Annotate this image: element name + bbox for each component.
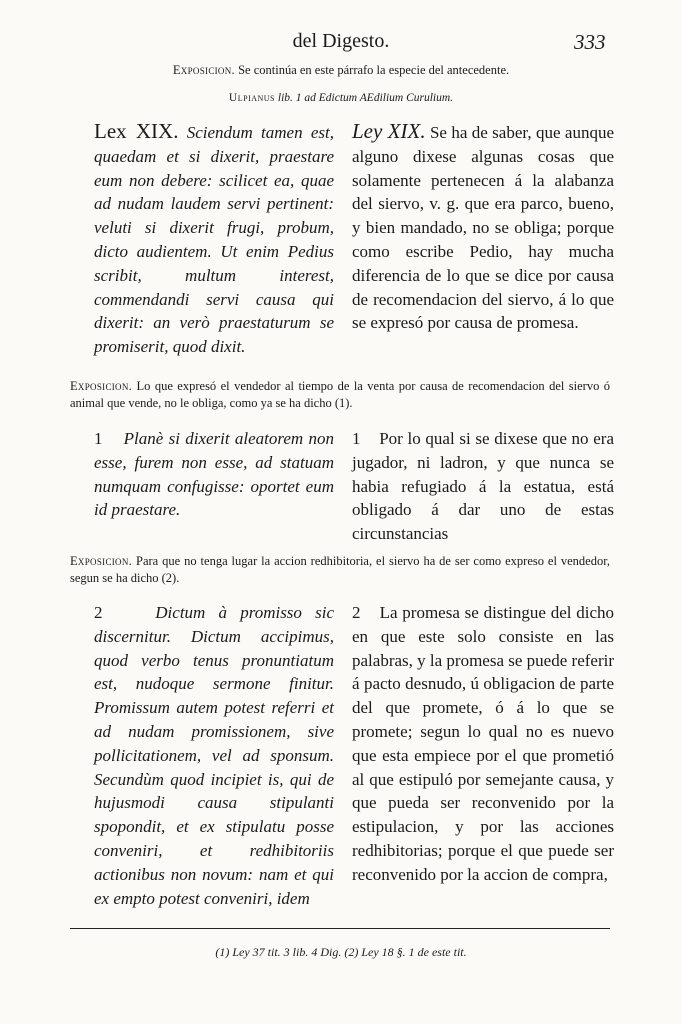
exposition-2 bbox=[70, 553, 610, 587]
latin-paragraph-text: Planè si dixerit aleatorem non esse, furem non esse, ad statuam numquam confugisse: oportet eum id praestare. bbox=[94, 429, 335, 520]
paragraph-number: 2 bbox=[94, 603, 103, 622]
spanish-paragraph-text: La promesa se distingue del dicho en que este solo consiste en las palabras, y la promesa se puede referir á pacto desnudo, ú obligacion de parte del que promete, ó á lo que se promete; segun lo qual no es nuevo que esta empiece por el que prometió al que estipuló por semejante causa, y que pueda ser reconvenido por la estipulacion, y por las acciones redhibitorias; porque el que puede ser reconvenido por la accion de compra, bbox=[352, 603, 614, 884]
latin-lex-label: Lex XIX. bbox=[94, 119, 179, 143]
source-citation bbox=[0, 92, 682, 104]
exposition-label: Exposicion. bbox=[172, 63, 235, 77]
latin-lex-text: Sciendum tamen est, quaedam et si dixerit, praestare eum non debere: scilicet ea, quae ad nudam laudem servi pertinent: veluti si dixerit frugi, probum, dicto audientem. Ut enim Pedius scribit, multum interest, commendandi servi causa qui dixerit: an verò praestaturum se promiserit, quod dixit. bbox=[94, 123, 334, 357]
latin-paragraph-text: Dictum à promisso sic discernitur. Dictum accipimus, quod verbo tenus pronuntiatum est, nudoque sermone finitur. Promissum autem potest referri et ad nudam promissionem, sive pollicitationem, vel ad sponsum. Secundùm quod incipiet is, qui de hujusmodi causa stipulanti spopondit, et ex stipulatu posse conveniri, et redhibitoriis actionibus non novum: nam et qui ex empto potest conveniri, idem bbox=[94, 603, 335, 908]
source-author: Ulpianus bbox=[228, 92, 276, 104]
page-number: 333 bbox=[574, 30, 606, 54]
latin-lex-19 bbox=[94, 120, 334, 359]
spanish-ley-text: Se ha de saber, que aunque alguno dixese algunas cosas que solamente pertenecen á la alabanza del siervo, v. g. que era parco, bueno, y bien mandado, no se obliga; porque como escribe Pedio, hay mucha diferencia de lo que se dice por causa de recomendacion del siervo, á lo que se expresó por causa de promesa. bbox=[352, 123, 614, 333]
exposition-text: Lo que expresó el vendedor al tiempo de la venta por causa de recomendacion del siervo ó animal que vende, no le obliga, como ya se ha dicho (1). bbox=[70, 379, 610, 410]
spanish-paragraph-text: Por lo qual si se dixese que no era jugador, ni ladron, y que nunca se habia refugiado á la estatua, está obligado á dar uno de estas circunstancias bbox=[352, 429, 614, 544]
intro-exposition bbox=[0, 62, 682, 79]
latin-paragraph-2 bbox=[94, 601, 334, 910]
exposition-text: Para que no tenga lugar la accion redhibitoria, el siervo ha de ser como expreso el vendedor, segun se ha dicho (2). bbox=[70, 554, 610, 585]
spanish-paragraph-1 bbox=[352, 427, 614, 546]
footnotes: (1) Ley 37 tit. 3 lib. 4 Dig. (2) Ley 18 §. 1 de este tit. bbox=[215, 945, 467, 959]
paragraph-number: 2 bbox=[352, 603, 361, 622]
paragraph-number: 1 bbox=[94, 429, 103, 448]
source-reference: lib. 1 ad Edictum AEdilium Curulium. bbox=[277, 92, 454, 104]
spanish-paragraph-2 bbox=[352, 601, 614, 887]
exposition-label: Exposicion. bbox=[70, 554, 133, 568]
running-header: del Digesto. bbox=[292, 30, 390, 52]
exposition-1 bbox=[70, 378, 610, 412]
spanish-ley-19 bbox=[352, 120, 614, 335]
footnote-divider bbox=[70, 928, 610, 929]
exposition-label: Exposicion. bbox=[70, 379, 133, 393]
spanish-ley-label: Ley XIX. bbox=[352, 119, 426, 143]
exposition-text: Se continúa en este párrafo la especie del antecedente. bbox=[238, 63, 510, 77]
latin-paragraph-1 bbox=[94, 427, 334, 522]
paragraph-number: 1 bbox=[352, 429, 361, 448]
